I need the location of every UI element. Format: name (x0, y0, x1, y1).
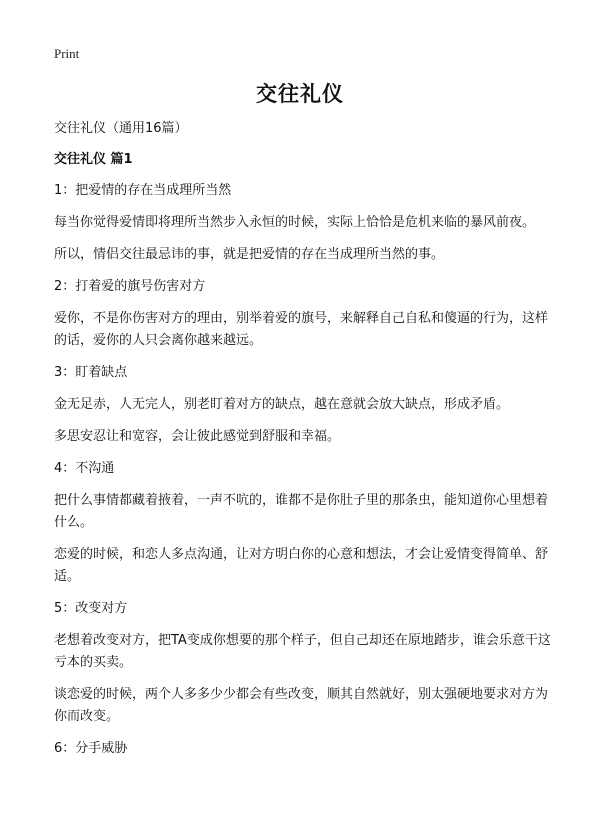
paragraph: 爱你，不是你伤害对方的理由，别举着爱的旗号，来解释自己自私和傻逼的行为，这样的话，爱你的人只会离你越来越远。 (54, 311, 549, 348)
document-subtitle: 交往礼仪（通用16篇） (54, 121, 188, 136)
item-heading: 5：改变对方 (54, 601, 128, 616)
paragraph: 谈恋爱的时候，两个人多多少少都会有些改变，顺其自然就好，别太强硬地要求对方为你而改变。 (54, 687, 549, 724)
section-title: 交往礼仪 篇1 (54, 152, 133, 167)
paragraph: 金无足赤，人无完人，别老盯着对方的缺点，越在意就会放大缺点，形成矛盾。 (54, 397, 510, 412)
print-label: Print (54, 46, 80, 61)
paragraph: 把什么事情都藏着掖着，一声不吭的，谁都不是你肚子里的那条虫，能知道你心里想着什么。 (54, 493, 549, 530)
item-heading: 4：不沟通 (54, 461, 115, 476)
paragraph: 多思安忍让和宽容，会让彼此感觉到舒服和幸福。 (54, 429, 341, 444)
document-body (54, 118, 554, 770)
paragraph: 每当你觉得爱情即将理所当然步入永恒的时候，实际上恰恰是危机来临的暴风前夜。 (54, 215, 536, 230)
paragraph: 恋爱的时候，和恋人多点沟通，让对方明白你的心意和想法，才会让爱情变得简单、舒适。 (54, 547, 549, 584)
document-title: 交往礼仪 (256, 82, 344, 106)
paragraph: 老想着改变对方，把TA变成你想要的那个样子，但自己却还在原地踏步，谁会乐意干这亏本的买卖。 (54, 633, 551, 670)
item-heading: 6：分手威胁 (54, 741, 128, 756)
paragraph: 所以，情侣交往最忌讳的事，就是把爱情的存在当成理所当然的事。 (54, 247, 445, 262)
item-heading: 1：把爱情的存在当成理所当然 (54, 183, 232, 198)
item-heading: 2：打着爱的旗号伤害对方 (54, 279, 206, 294)
item-heading: 3：盯着缺点 (54, 365, 128, 380)
